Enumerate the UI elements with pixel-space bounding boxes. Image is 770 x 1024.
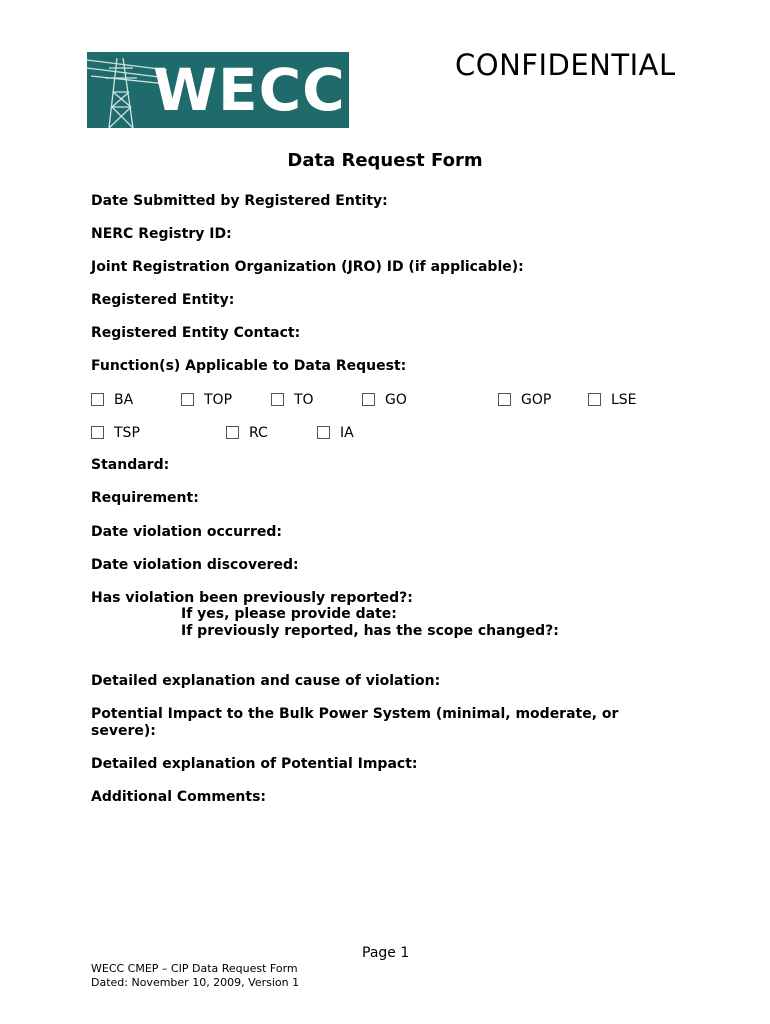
checkbox-top[interactable]	[181, 392, 232, 408]
additional-comments-label: Additional Comments:	[91, 789, 267, 805]
checkbox-icon[interactable]	[91, 393, 104, 406]
checkbox-gop[interactable]	[498, 392, 551, 408]
footer-dated: Dated: November 10, 2009, Version 1	[91, 976, 300, 989]
checkbox-icon[interactable]	[271, 393, 284, 406]
checkbox-label: LSE	[611, 392, 637, 408]
date-discovered-label: Date violation discovered:	[91, 557, 299, 573]
checkbox-label: TO	[294, 392, 314, 408]
confidential-label: CONFIDENTIAL	[455, 48, 676, 82]
registered-entity-contact-label: Registered Entity Contact:	[91, 325, 301, 341]
checkbox-go[interactable]	[362, 392, 407, 408]
scope-changed-label: If previously reported, has the scope changed?:	[181, 623, 559, 639]
potential-impact-label: Potential Impact to the Bulk Power System (minimal, moderate, or	[91, 706, 619, 722]
checkbox-ia[interactable]	[317, 425, 354, 441]
page-number: Page 1	[362, 945, 410, 961]
checkbox-icon[interactable]	[498, 393, 511, 406]
standard-label: Standard:	[91, 457, 170, 473]
form-title: Data Request Form	[287, 150, 483, 171]
checkbox-icon[interactable]	[317, 426, 330, 439]
footer-doc-name: WECC CMEP – CIP Data Request Form	[91, 962, 298, 975]
checkbox-icon[interactable]	[226, 426, 239, 439]
logo-text: WECC	[153, 56, 346, 124]
date-submitted-label: Date Submitted by Registered Entity:	[91, 193, 388, 209]
checkbox-lse[interactable]	[588, 392, 637, 408]
jro-id-label: Joint Registration Organization (JRO) ID (if applicable):	[91, 259, 524, 275]
checkbox-ba[interactable]	[91, 392, 133, 408]
checkbox-label: TSP	[114, 425, 140, 441]
if-yes-date-label: If yes, please provide date:	[181, 606, 397, 622]
checkbox-label: TOP	[204, 392, 233, 408]
checkbox-tsp[interactable]	[91, 425, 140, 441]
functions-label: Function(s) Applicable to Data Request:	[91, 358, 407, 374]
checkbox-icon[interactable]	[181, 393, 194, 406]
date-occurred-label: Date violation occurred:	[91, 524, 282, 540]
nerc-registry-id-label: NERC Registry ID:	[91, 226, 232, 242]
checkbox-label: BA	[114, 392, 134, 408]
impact-explanation-label: Detailed explanation of Potential Impact:	[91, 756, 418, 772]
registered-entity-label: Registered Entity:	[91, 292, 235, 308]
potential-impact-label-cont: severe):	[91, 723, 156, 739]
requirement-label: Requirement:	[91, 490, 199, 506]
checkbox-label: GOP	[521, 392, 552, 408]
checkbox-label: GO	[385, 392, 407, 408]
checkbox-to[interactable]	[271, 392, 314, 408]
checkbox-icon[interactable]	[588, 393, 601, 406]
checkbox-rc[interactable]	[226, 425, 268, 441]
checkbox-label: IA	[340, 425, 354, 441]
checkbox-icon[interactable]	[91, 426, 104, 439]
previously-reported-label: Has violation been previously reported?:	[91, 590, 413, 606]
checkbox-label: RC	[249, 425, 268, 441]
checkbox-icon[interactable]	[362, 393, 375, 406]
detailed-explanation-label: Detailed explanation and cause of violation:	[91, 673, 441, 689]
wecc-logo	[87, 52, 349, 128]
